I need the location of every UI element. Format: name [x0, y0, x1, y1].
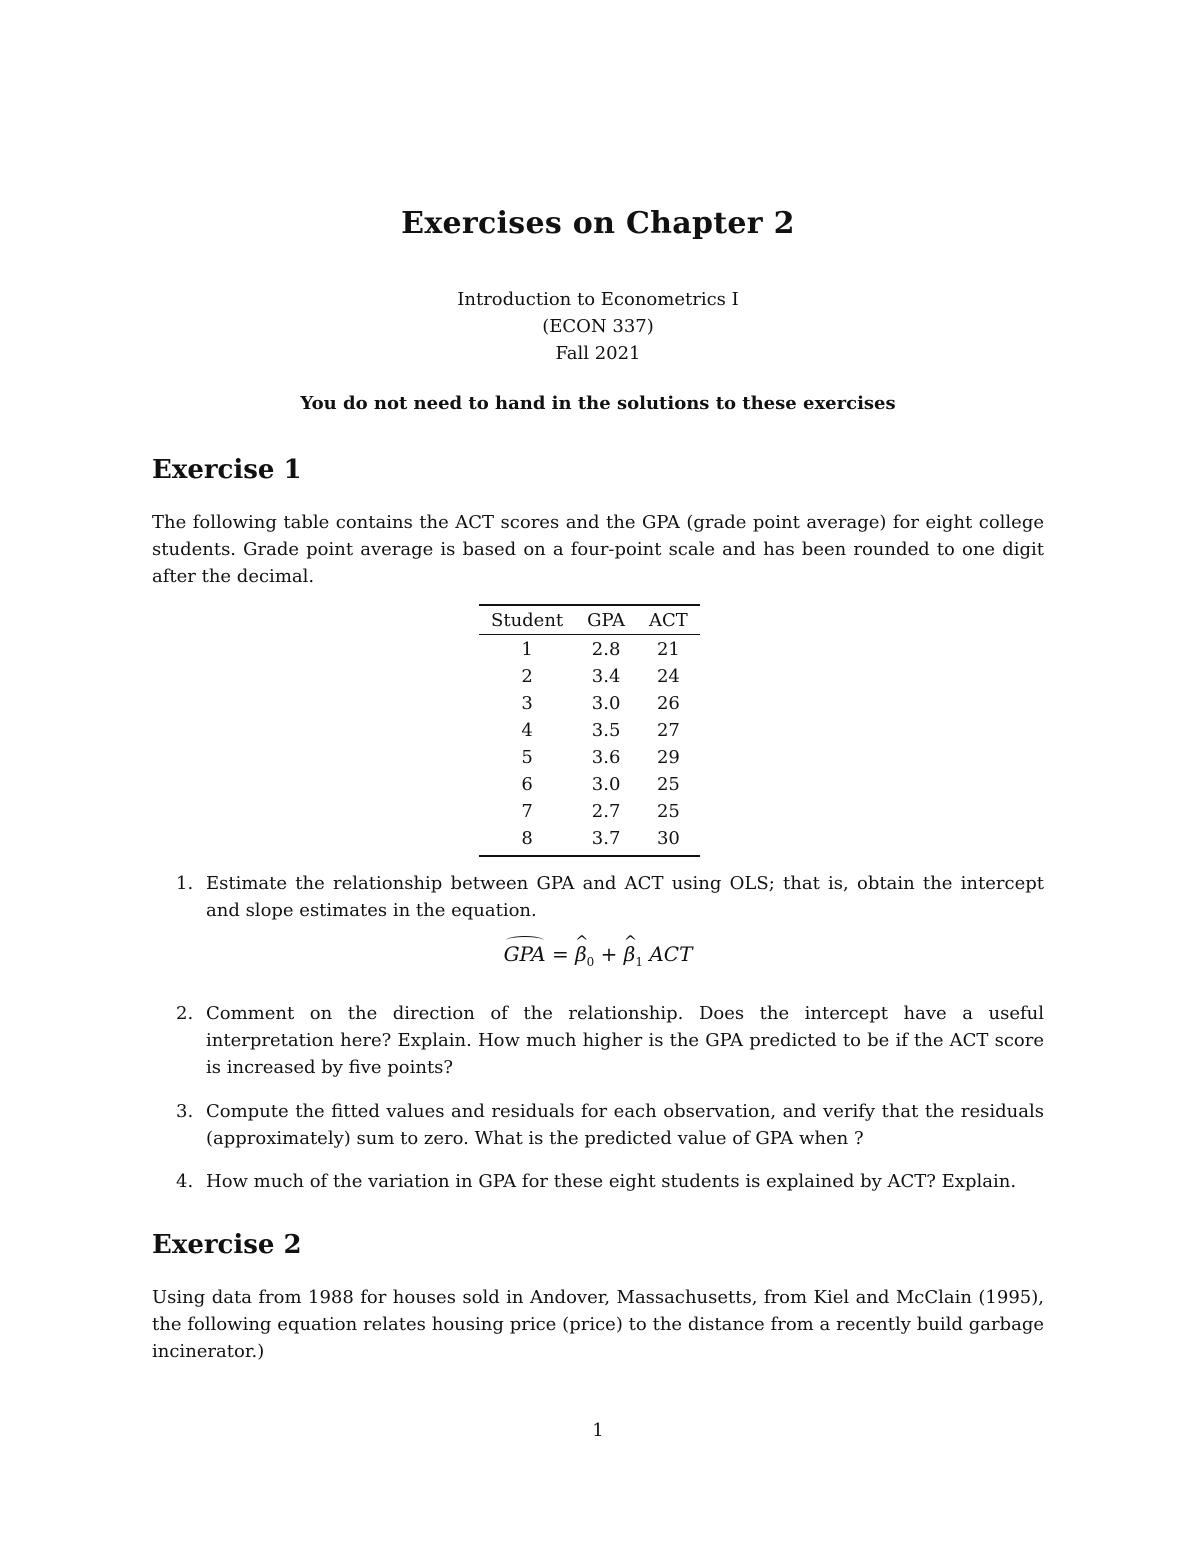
- gpa-act-table: [479, 604, 700, 857]
- gpa-cell: 3.4: [591, 666, 621, 687]
- student-cell: 6: [521, 774, 533, 795]
- act-cell: 29: [656, 747, 680, 768]
- act-cell: 25: [656, 774, 680, 795]
- gpa-cell: 3.6: [591, 747, 621, 768]
- question-text: Estimate the relationship between GPA and ACT using OLS; that is, obtain the intercept and slope estimates in the equation.: [206, 873, 1044, 921]
- gpa-cell: 2.8: [591, 639, 621, 660]
- table-row: [479, 799, 700, 826]
- equation-plus: +: [600, 942, 618, 966]
- exercise-2-heading: Exercise 2: [152, 1230, 302, 1260]
- table-row: [479, 745, 700, 772]
- gpa-cell: 3.7: [591, 828, 621, 849]
- equation-lhs: GPA: [503, 942, 546, 966]
- act-cell: 30: [656, 828, 680, 849]
- equation-variable: ACT: [649, 942, 693, 966]
- question-number: 2.: [176, 1003, 194, 1024]
- table-row: [479, 691, 700, 718]
- column-header-student: Student: [479, 605, 575, 635]
- table-row: [479, 772, 700, 799]
- act-cell: 21: [656, 639, 680, 660]
- page-number: 1: [592, 1420, 604, 1441]
- course-term: Fall 2021: [555, 343, 641, 364]
- table-row: [479, 635, 700, 665]
- gpa-cell: 3.5: [591, 720, 621, 741]
- student-cell: 8: [521, 828, 533, 849]
- question-text: Compute the fitted values and residuals for each observation, and verify that the residuals (approximately) sum to zero. What is the predicted value of GPA when ?: [206, 1101, 1044, 1149]
- exercise-1-intro: The following table contains the ACT scores and the GPA (grade point average) for eight college students. Grade point average is based on a four-point scale and has been rounded to one digit after the decimal.: [152, 512, 1044, 587]
- equation-beta1-subscript: 1: [635, 955, 643, 969]
- equation-beta0-subscript: 0: [586, 955, 595, 969]
- page-title: Exercises on Chapter 2: [401, 206, 795, 241]
- question-text: Comment on the direction of the relationship. Does the intercept have a useful interpretation here? Explain. How much higher is the GPA predicted to be if the ACT score is increased by five points?: [206, 1003, 1044, 1078]
- act-cell: 25: [656, 801, 680, 822]
- course-code: (ECON 337): [542, 316, 654, 337]
- student-cell: 4: [521, 720, 533, 741]
- act-cell: 24: [656, 666, 680, 687]
- student-cell: 7: [521, 801, 533, 822]
- table-row: [479, 664, 700, 691]
- exercise-1-heading: Exercise 1: [152, 455, 302, 485]
- column-header-gpa: GPA: [575, 605, 637, 635]
- question-number: 3.: [176, 1101, 194, 1122]
- question-text: How much of the variation in GPA for these eight students is explained by ACT? Explain.: [206, 1171, 1017, 1192]
- question-number: 1.: [176, 873, 194, 894]
- equation-equals: =: [551, 942, 569, 966]
- column-header-act: ACT: [637, 605, 700, 635]
- gpa-cell: 3.0: [591, 693, 621, 714]
- student-cell: 5: [521, 747, 533, 768]
- notice: You do not need to hand in the solutions to these exercises: [300, 393, 896, 414]
- question-number: 4.: [176, 1171, 194, 1192]
- gpa-cell: 2.7: [591, 801, 621, 822]
- exercise-2-intro: Using data from 1988 for houses sold in Andover, Massachusetts, from Kiel and McClain (1995), the following equation relates housing price (price) to the distance from a recently build garbage incinerator.): [152, 1287, 1044, 1362]
- act-cell: 26: [656, 693, 680, 714]
- course-name: Introduction to Econometrics I: [457, 289, 739, 310]
- act-cell: 27: [656, 720, 680, 741]
- course-info: [152, 286, 1044, 367]
- equation-beta0: ^ β: [575, 942, 587, 966]
- table-row: [479, 718, 700, 745]
- student-cell: 1: [521, 639, 533, 660]
- table-row: [479, 826, 700, 856]
- ols-equation: [152, 942, 1044, 969]
- table-header-row: [479, 605, 700, 635]
- student-cell: 3: [521, 693, 533, 714]
- student-cell: 2: [521, 666, 533, 687]
- equation-beta1: ^ β: [624, 942, 636, 966]
- gpa-cell: 3.0: [591, 774, 621, 795]
